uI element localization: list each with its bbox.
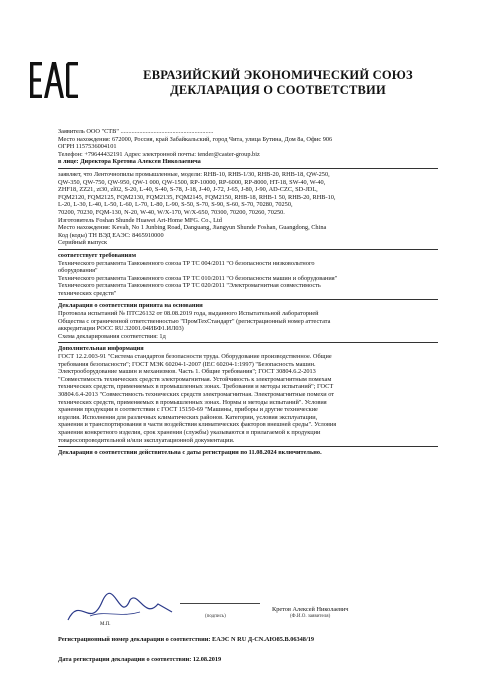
signature-caption: (подпись) — [205, 614, 226, 619]
additional-line: технических средств, применяемых в промышленных зонах. Требования и методы испытаний"; ГОСТ — [58, 383, 334, 391]
product-line: 70200, 70230, FQM-130, N-20, W-40, W/X-170, W/X-650, 70300, 70200, 70260, 70250. — [58, 208, 285, 216]
divider — [58, 249, 438, 250]
additional-line: ГОСТ 12.2.003-91 "Система стандартов безопасности труда. Оборудование производственное. Общие — [58, 353, 332, 361]
additional-line: "Совместимость технических средств электромагнитная. Устойчивость к электромагнитным помехам — [58, 375, 332, 383]
additional-heading: Дополнительная информация — [58, 345, 144, 353]
divider — [58, 342, 438, 343]
additional-line: хранения продукции в соответствии с ГОСТ 15150-69 "Машины, приборы и другие технические — [58, 406, 318, 414]
basis-line: Общества с ограниченной ответственностью "ПромТехСтандарт" (регистрационный номер аттестата — [58, 317, 331, 325]
requirements-block — [58, 252, 438, 298]
product-block — [58, 171, 438, 247]
applicant-line: Место нахождения: 672000, Россия, край Забайкальский, город Чита, улица Бутина, Дом 8а, Офис 906 — [58, 135, 333, 143]
divider — [58, 299, 438, 300]
registration-number: Регистрационный номер декларации о соответствии: ЕАЭС N RU Д-CN.АЮ85.В.06348/19 — [58, 636, 315, 643]
requirements-line: Технического регламента Таможенного союза ТР ТС 010/2011 "О безопасности машин и оборудования" — [58, 274, 338, 282]
eac-logo — [28, 56, 80, 104]
header — [28, 56, 468, 106]
requirements-heading: соответствует требованиям — [58, 251, 136, 259]
product-line: FQM2120, FQM2125, FQM2130, FQM2135, FQM2145, FQM2150, RHB-18, RHB-1 50, RHB-20, RHB-10, — [58, 193, 336, 201]
requirements-line: оборудования" — [58, 267, 98, 275]
product-line: заявляет, что Ленточнопилы промышленные, модели: RHB-10, RHB-1/30, RHB-20, RHB-18, QW-250, — [58, 170, 330, 178]
additional-line: технических средств, применяемых в промышленных зонах. Нормы и методы испытаний". Условия — [58, 398, 327, 406]
product-line: Место нахождения: Kevah, No 1 Junbing Road, Danguang, Jiangyun Shunde Foshan, Guangdong, China — [58, 224, 327, 232]
requirements-line: технических средств" — [58, 289, 117, 297]
additional-line: требования безопасности"; ГОСТ МЭК 60204-1-2007 (IEC 60204-1:1997) "Безопасность машин. — [58, 360, 316, 368]
product-line: Код (коды) ТН ВЭД ЕАЭС: 8465910000 — [58, 231, 164, 239]
divider — [58, 168, 438, 169]
basis-block — [58, 302, 438, 340]
basis-line: Протокола испытаний № ПТС26132 от 08.08.2019 года, выданного Испытательной лабораторией — [58, 310, 319, 318]
basis-line: аккредитации РОСС RU.32001.04ИБФ1.ИЛ03) — [58, 325, 184, 333]
additional-block — [58, 345, 438, 444]
additional-line: хранения и транспортирования в части воздействия климатических факторов внешней среды". Условия — [58, 421, 337, 429]
additional-line: товаросопроводительной и/или эксплуатационной документации. — [58, 436, 235, 444]
basis-heading: Декларация о соответствии принята на основании — [58, 302, 203, 310]
requirements-line: Технического регламента Таможенного союза ТР ТС 020/2011 "Электромагнитная совместимость — [58, 282, 321, 290]
signatory-name: Кретов Алексей Николаевич — [272, 606, 349, 613]
applicant-line: Телефон: +79644432191 Адрес электронной почты: tender@caster-group.biz — [58, 150, 260, 158]
seal-place-label: М.П. — [100, 622, 111, 627]
declaration-body — [58, 128, 438, 457]
additional-line: хранения конкретного изделия, срок хранения (службы) указываются в прилагаемой к продукции — [58, 428, 321, 436]
additional-line: 30804.6.4-2013 "Совместимость технических средств электромагнитная. Электромагнитные помехи от — [58, 391, 335, 398]
validity-text: Декларация о соответствии действительна с даты регистрации по 11.08.2024 включительно. — [58, 449, 322, 457]
union-title: ЕВРАЗИЙСКИЙ ЭКОНОМИЧЕСКИЙ СОЮЗ — [143, 68, 413, 82]
product-line: QW-350, QW-750, QW-950, QW-1 000, QW-1500, RP-10000, RP-6000, RP-8000, HT-18, SW-40, W-40, — [58, 178, 326, 186]
applicant-block — [58, 128, 438, 166]
product-line: L-20, L-30, L-40, L-50, L-60, L-70, L-80, L-90, S-50, S-70, S-90, S-60, S-70, 70280, 70250, — [58, 201, 293, 209]
signature-line — [180, 603, 260, 604]
product-line: Изготовитель Foshan Shunde Huawei Art-Home MFG. Co., Ltd — [58, 216, 222, 224]
signatory-caption: (Ф.И.О. заявителя) — [290, 614, 331, 619]
declaration-title: ДЕКЛАРАЦИЯ О СООТВЕТСТВИИ — [170, 83, 386, 97]
applicant-line: в лице: Директора Кретова Алексея Николаевича — [58, 158, 201, 166]
requirements-line: Технического регламента Таможенного союза ТР ТС 004/2011 "О безопасности низковольтного — [58, 259, 315, 267]
basis-line: Схема декларирования соответствия: 1д — [58, 332, 166, 340]
registration-date: Дата регистрации декларации о соответствии: 12.08.2019 — [58, 656, 222, 663]
signature-scribble — [60, 590, 180, 630]
product-line: Серийный выпуск — [58, 239, 108, 247]
additional-line: Электрооборудование машин и механизмов. Часть 1. Общие требования"; ГОСТ 30804.6.2-2013 — [58, 368, 316, 376]
applicant-line: Заявитель ООО "СТВ" ........................................................... — [58, 128, 214, 135]
applicant-line: ОГРН 1157536004101 — [58, 143, 117, 151]
header-titles — [88, 68, 468, 98]
additional-line: изделия. Исполнения для различных климатических районов. Категории, условия эксплуатации, — [58, 413, 318, 421]
divider — [58, 446, 438, 447]
product-line: ZHF18, ZZ21, zt30, zl02, S-20, L-40, S-40, S-78, J-18, J-40, J-72, J-65, J-80, J-90, AD-CZC, SD-JDL, — [58, 186, 318, 194]
